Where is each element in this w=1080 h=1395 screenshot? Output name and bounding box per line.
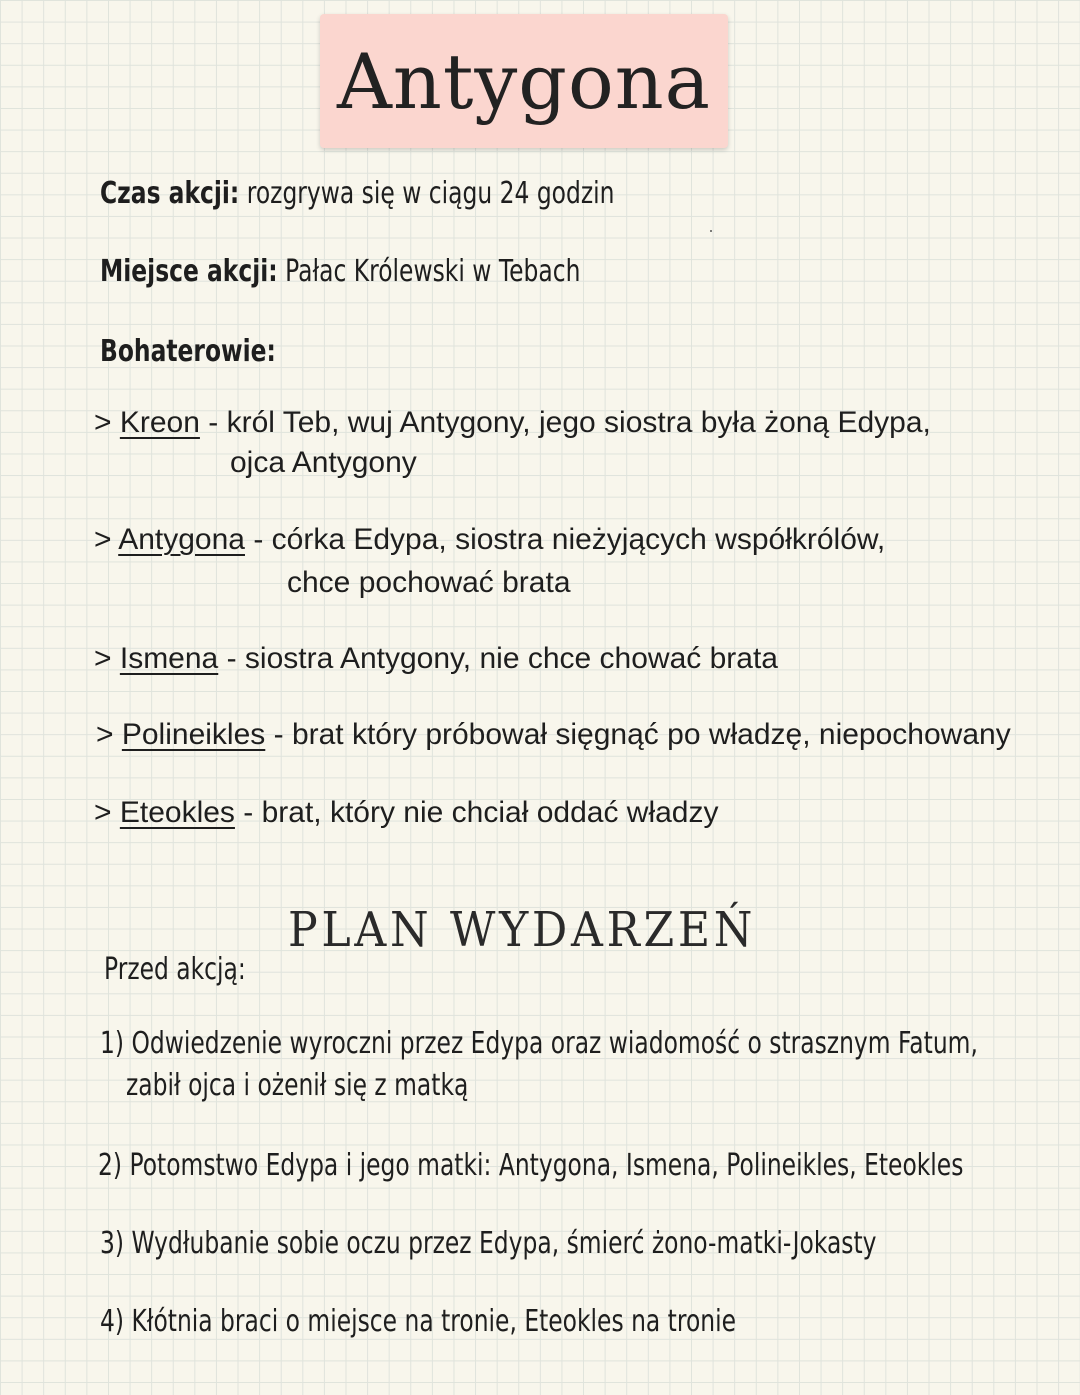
place-label: Miejsce akcji:: [100, 254, 278, 289]
heroes-label: Bohaterowie:: [100, 334, 276, 369]
character-desc: - brat, który nie chciał oddać władzy: [234, 796, 719, 829]
character-ismena: [94, 642, 778, 676]
character-kreon: [94, 406, 931, 440]
character-desc: - brat który próbował sięgnąć po władzę, niepochowany: [265, 718, 1011, 751]
character-desc: - córka Edypa, siostra nieżyjących współkrólów,: [244, 523, 886, 556]
event-1: 1) Odwiedzenie wyroczni przez Edypa oraz wiadomość o strasznym Fatum,: [100, 1026, 978, 1061]
time-value: rozgrywa się w ciągu 24 godzin: [246, 176, 615, 211]
character-polineikles: [96, 718, 1011, 752]
character-name: Kreon: [119, 406, 200, 439]
character-name: Eteokles: [119, 796, 235, 829]
character-eteokles: [94, 796, 718, 830]
character-antygona: [94, 523, 885, 557]
title-card: [320, 14, 728, 148]
event-2: 2) Potomstwo Edypa i jego matki: Antygona, Ismena, Polineikles, Eteokles: [98, 1148, 964, 1183]
bullet-marker: >: [94, 523, 119, 556]
bullet-marker: >: [94, 406, 120, 439]
character-desc: - siostra Antygony, nie chce chować brata: [218, 642, 778, 675]
time-label: Czas akcji:: [100, 176, 240, 211]
bullet-marker: >: [96, 718, 122, 751]
bullet-marker: >: [94, 642, 120, 675]
stray-dot: [710, 230, 712, 232]
event-4: 4) Kłótnia braci o miejsce na tronie, Eteokles na tronie: [100, 1304, 737, 1339]
character-name: Antygona: [118, 523, 245, 556]
character-name: Polineikles: [121, 718, 266, 751]
character-name: Ismena: [119, 642, 219, 675]
time-row: [100, 176, 614, 211]
event-3: 3) Wydłubanie sobie oczu przez Edypa, śmierć żono-matki-Jokasty: [100, 1226, 877, 1261]
heroes-heading: [100, 334, 276, 369]
place-value: Pałac Królewski w Tebach: [285, 254, 581, 289]
event-1-continued: zabił ojca i ożenił się z matką: [126, 1068, 469, 1103]
place-row: [100, 254, 580, 289]
before-action-label: Przed akcją:: [104, 952, 246, 987]
character-desc-continued: chce pochować brata: [287, 566, 571, 599]
plan-title: PLAN WYDARZEŃ: [288, 902, 757, 958]
bullet-marker: >: [94, 796, 120, 829]
character-desc: - król Teb, wuj Antygony, jego siostra była żoną Edypa,: [199, 406, 931, 439]
page-title: Antygona: [337, 36, 711, 126]
character-desc-continued: ojca Antygony: [230, 446, 417, 479]
